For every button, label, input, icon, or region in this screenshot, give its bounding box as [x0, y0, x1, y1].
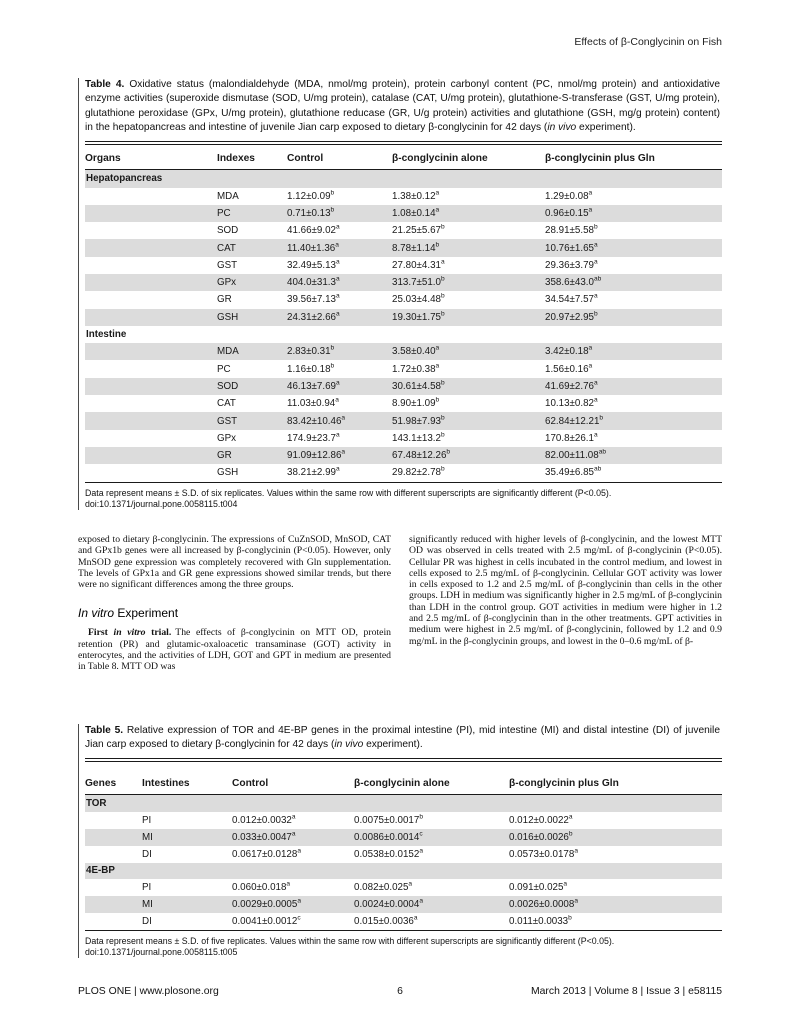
table-cell: 0.091±0.025$^a$	[509, 881, 568, 894]
table-cell: 29.36±3.79$^a$	[545, 258, 598, 271]
table4-caption-text: Oxidative status (malondialdehyde (MDA, nmol/mg protein), protein carbonyl content (PC, nmol/mg protein) and antioxidative enzyme activities (superoxide dismutase (SOD, U/mg protein), catalase (CAT, U/mg protein), glutathione-S-transferase (GST, U/mg protein), glutathione peroxidase (GPx, U/mg protein), glutathione reducase (GR, U/g protein) activities and glutathione (GSH, mg/g protein) content) in the hepatopancreas and intestine of juvenile Jian carp exposed to dietary β-conglycinin for 42 days (	[85, 79, 720, 134]
table4-footnote: Data represent means ± S.D. of six replicates. Values within the same row with different superscripts are significantly different (P<0.05).	[85, 487, 612, 498]
table-cell: GST	[217, 259, 238, 271]
table-cell: CAT	[217, 242, 236, 254]
table-cell: 0.033±0.0047$^a$	[232, 830, 296, 843]
table-cell: 32.49±5.13$^a$	[287, 258, 340, 271]
table-cell: 83.42±10.46$^a$	[287, 414, 346, 427]
superscript: a	[335, 466, 340, 474]
superscript: b	[330, 206, 335, 214]
superscript: b	[568, 830, 573, 838]
table-cell: GR	[217, 450, 232, 462]
table-cell: 10.13±0.82$^a$	[545, 396, 598, 410]
column-header: β-conglycinin plus Gln	[509, 778, 619, 790]
table-cell: 30.61±4.58$^b$	[392, 379, 445, 392]
table-cell: 1.56±0.16$^a$	[545, 362, 593, 375]
table-cell: 1.72±0.38$^a$	[392, 362, 440, 375]
paragraph-lead	[88, 627, 171, 638]
superscript: a	[435, 362, 440, 370]
superscript: a	[435, 345, 440, 353]
superscript: b	[440, 275, 445, 283]
superscript: a	[297, 847, 301, 855]
superscript: b	[593, 310, 598, 318]
table-cell: 0.96±0.15$^a$	[545, 206, 593, 219]
superscript: b	[330, 345, 335, 353]
superscript: a	[593, 241, 598, 249]
table-cell: 8.78±1.14$^b$	[392, 241, 440, 254]
table4-caption	[85, 78, 722, 136]
table-cell: 1.12±0.09$^b$	[287, 189, 335, 202]
table-cell: DI	[142, 848, 152, 860]
superscript: a	[335, 223, 340, 231]
table-cell: 0.016±0.0026$^b$	[509, 830, 573, 843]
table-cell: 0.71±0.13$^b$	[287, 206, 335, 219]
superscript: a	[588, 362, 593, 370]
table-cell: 0.0538±0.0152$^a$	[354, 847, 423, 860]
section-band: Intestine	[86, 329, 127, 341]
superscript: a	[335, 258, 340, 266]
superscript: a	[593, 293, 598, 301]
superscript: b	[435, 396, 440, 404]
table-row	[85, 430, 722, 447]
table-cell: 20.97±2.95$^b$	[545, 310, 598, 323]
superscript: b	[440, 431, 445, 439]
table-cell: 35.49±6.85$^{ab}$	[545, 466, 602, 479]
superscript: b	[330, 189, 335, 197]
table-cell: PI	[142, 882, 152, 894]
table-row	[85, 205, 722, 222]
table-cell: 1.08±0.14$^a$	[392, 206, 440, 219]
superscript: a	[440, 258, 445, 266]
superscript: a	[297, 897, 301, 905]
superscript: b	[330, 362, 335, 370]
table-cell: 0.060±0.018$^a$	[232, 881, 291, 894]
footer-issue: March 2013 | Volume 8 | Issue 3 | e58115	[530, 986, 722, 997]
table-cell: 174.9±23.7$^a$	[287, 431, 340, 444]
superscript: a	[435, 189, 440, 197]
table-cell: 313.7±51.0$^b$	[392, 275, 445, 289]
superscript: b	[440, 310, 445, 318]
table-cell: 38.21±2.99$^a$	[287, 466, 340, 479]
paragraph: exposed to dietary β-conglycinin. The expressions of CuZnSOD, MnSOD, CAT and GPx1b genes were all increased by β-conglycinin (P<0.05). However, only MnSOD gene expression was completely recovered with Gln supplementation. The levels of GPx1a and GR gene expressions showed similar trends, but there were no significant differences among the three groups.	[78, 534, 391, 591]
paragraph	[78, 627, 391, 672]
table-cell: 91.09±12.86$^a$	[287, 448, 346, 462]
table-cell: 39.56±7.13$^a$	[287, 293, 340, 306]
superscript: b	[435, 241, 440, 249]
column-header: Indexes	[217, 153, 255, 165]
table5-doi: doi:10.1371/journal.pone.0058115.t005	[85, 946, 238, 957]
table-cell: 19.30±1.75$^b$	[392, 310, 445, 323]
table-cell: MI	[142, 899, 153, 911]
table-row	[85, 309, 722, 326]
column-header: β-conglycinin alone	[392, 153, 488, 165]
superscript: a	[335, 379, 340, 387]
table-cell: 11.03±0.94$^a$	[287, 396, 339, 410]
superscript: ab	[598, 448, 607, 456]
table-cell: CAT	[217, 398, 236, 410]
superscript: b	[440, 223, 445, 231]
section-heading-italic: In vitro	[78, 606, 115, 621]
table-row	[85, 274, 722, 291]
superscript: a	[593, 396, 598, 404]
table4-caption-label: Table 4.	[85, 79, 125, 90]
table-cell: 170.8±26.1$^a$	[545, 431, 598, 444]
table-row	[85, 378, 722, 395]
table-cell: 0.0573±0.0178$^a$	[509, 847, 578, 860]
table4	[85, 145, 722, 482]
table-header-row	[85, 145, 722, 170]
superscript: c	[419, 830, 423, 838]
table5-footnote: Data represent means ± S.D. of five replicates. Values within the same row with different superscripts are significantly different (P<0.05).	[85, 935, 615, 946]
superscript: a	[588, 189, 593, 197]
superscript: a	[574, 897, 578, 905]
table4-block	[78, 78, 722, 510]
superscript: a	[568, 813, 573, 821]
superscript: a	[335, 275, 340, 283]
table-cell: GSH	[217, 311, 239, 323]
table-row	[85, 829, 722, 846]
superscript: a	[419, 897, 423, 905]
table-row	[85, 447, 722, 464]
table-cell: 8.90±1.09$^b$	[392, 396, 440, 410]
table-row	[85, 846, 722, 863]
table-cell: MI	[142, 831, 153, 843]
superscript: a	[291, 813, 296, 821]
superscript: a	[286, 881, 291, 889]
table-cell: 0.0026±0.0008$^a$	[509, 897, 578, 911]
superscript: a	[291, 830, 296, 838]
table-body	[85, 170, 722, 482]
table-cell: 62.84±12.21$^b$	[545, 414, 604, 427]
table-cell: GPx	[217, 432, 237, 444]
superscript: a	[335, 310, 340, 318]
superscript: a	[435, 206, 440, 214]
superscript: a	[335, 396, 339, 404]
table5-block	[78, 724, 722, 958]
running-head: Effects of β-Conglycinin on Fish	[574, 36, 722, 48]
superscript: a	[413, 914, 418, 922]
table-cell: 0.0029±0.0005$^a$	[232, 897, 301, 911]
superscript: a	[341, 414, 346, 422]
table-cell: 0.0041±0.0012$^c$	[232, 914, 301, 927]
table-cell: 0.015±0.0036$^a$	[354, 914, 418, 927]
table-row	[85, 812, 722, 829]
table-cell: 1.29±0.08$^a$	[545, 189, 593, 202]
superscript: b	[440, 466, 445, 474]
table-row	[85, 913, 722, 930]
table-cell: MDA	[217, 346, 239, 358]
section-heading	[78, 607, 391, 620]
superscript: a	[419, 847, 423, 855]
table-cell: GR	[217, 294, 232, 306]
superscript: b	[419, 813, 423, 821]
superscript: b	[440, 379, 445, 387]
table-cell: 41.66±9.02$^a$	[287, 223, 340, 237]
table-row	[85, 188, 722, 205]
table5-caption-label: Table 5.	[85, 725, 124, 736]
table-cell: SOD	[217, 225, 239, 237]
page-footer	[78, 986, 722, 997]
column-header: β-conglycinin plus Gln	[545, 153, 655, 165]
table-cell: 3.58±0.40$^a$	[392, 345, 440, 358]
table-cell: 34.54±7.57$^a$	[545, 293, 598, 306]
superscript: b	[446, 448, 451, 456]
table-cell: 0.0075±0.0017$^b$	[354, 813, 423, 827]
table-cell: 3.42±0.18$^a$	[545, 345, 593, 358]
lead-bold: First	[88, 627, 114, 639]
table-cell: 0.082±0.025$^a$	[354, 881, 413, 894]
section-heading-rest: Experiment	[114, 606, 179, 621]
table-cell: 0.0024±0.0004$^a$	[354, 897, 423, 911]
superscript: a	[593, 258, 598, 266]
table-row	[85, 222, 722, 239]
table-cell: SOD	[217, 380, 239, 392]
table-cell: 21.25±5.67$^b$	[392, 223, 445, 237]
table-cell: 24.31±2.66$^a$	[287, 310, 340, 323]
table-cell: 0.0617±0.0128$^a$	[232, 847, 301, 860]
table-cell: 0.0086±0.0014$^c$	[354, 830, 423, 843]
table-cell: 82.00±11.08$^{ab}$	[545, 448, 607, 462]
superscript: b	[599, 414, 604, 422]
paragraph: significantly reduced with higher levels of β-conglycinin, and the lowest MTT OD was observed in cells treated with 2.5 mg/mL of β-conglycinin (P<0.05). Cellular PR was highest in cells incubated in the control medium, and lowest in cells exposed to 2.5 mg/mL of β-conglycinin. Cellular GOT activity was lower in cells exposed to 1.2 and 2.5 mg/mL of β-conglycinin than cells in the other groups. LDH in medium was significantly higher in 2.5 mg/mL of β-conglycinin than LDH in the control group. GOT activities in medium were higher in 1.2 and 2.5 mg/mL of β-conglycinin than in the other treatments. GPT activities in medium were highest in 2.5 mg/mL of β-conglycinin, followed by 1.2 and 0.9 mg/mL in the β-conglycinin groups, and lowest in the 0–0.6 mg/mL of β-	[409, 534, 722, 647]
table-cell: 0.011±0.0033$^b$	[509, 914, 572, 927]
column-header: Organs	[85, 153, 121, 165]
page-number: 6	[397, 986, 403, 997]
table-cell: 25.03±4.48$^b$	[392, 293, 445, 306]
superscript: ab	[593, 275, 602, 283]
superscript: a	[341, 448, 346, 456]
table-cell: GPx	[217, 277, 237, 289]
superscript: a	[563, 881, 568, 889]
table-cell: 41.69±2.76$^a$	[545, 379, 598, 392]
table-row	[85, 343, 722, 360]
table-cell: 28.91±5.58$^b$	[545, 223, 598, 237]
table-cell: GSH	[217, 467, 239, 479]
superscript: b	[568, 914, 572, 922]
table-cell: DI	[142, 915, 152, 927]
table4-caption-tail: experiment).	[576, 122, 636, 134]
table-row	[85, 896, 722, 913]
table-cell: 27.80±4.31$^a$	[392, 258, 445, 271]
table-cell: 67.48±12.26$^b$	[392, 448, 451, 462]
table-row	[85, 291, 722, 308]
table-cell: PC	[217, 207, 231, 219]
footer-journal: PLOS ONE | www.plosone.org	[78, 986, 219, 997]
table-cell: 11.40±1.36$^a$	[287, 241, 339, 254]
body-column-right	[409, 534, 722, 647]
table-row	[85, 464, 722, 481]
table-row	[85, 412, 722, 429]
table-row	[85, 360, 722, 377]
column-header: β-conglycinin alone	[354, 778, 450, 790]
body-column-left	[78, 534, 391, 673]
table-cell: 1.38±0.12$^a$	[392, 189, 440, 202]
column-header: Intestines	[142, 778, 190, 790]
superscript: a	[588, 345, 593, 353]
table-row	[85, 395, 722, 412]
superscript: a	[335, 431, 340, 439]
table-cell: MDA	[217, 190, 239, 202]
table-row	[85, 239, 722, 256]
superscript: b	[440, 293, 445, 301]
superscript: a	[335, 293, 340, 301]
table5-caption	[85, 724, 722, 753]
table-header-row	[85, 762, 722, 795]
table-cell: 51.98±7.93$^b$	[392, 414, 445, 427]
lead-bold: trial.	[145, 627, 172, 639]
section-band: 4E-BP	[85, 863, 722, 880]
table-cell: 1.16±0.18$^b$	[287, 362, 335, 375]
lead-bold-italic: in vitro	[113, 627, 146, 639]
table5-caption-italic: in vivo	[334, 739, 364, 751]
table5-caption-tail: experiment).	[363, 739, 423, 751]
superscript: a	[593, 379, 598, 387]
superscript: a	[574, 847, 578, 855]
table-cell: PC	[217, 363, 231, 375]
table-cell: 29.82±2.78$^b$	[392, 466, 445, 479]
superscript: b	[440, 414, 445, 422]
superscript: a	[593, 431, 598, 439]
table-cell: 10.76±1.65$^a$	[545, 241, 598, 254]
superscript: a	[408, 881, 413, 889]
table-cell: 0.012±0.0022$^a$	[509, 813, 573, 827]
table4-caption-italic: in vivo	[547, 122, 577, 134]
table-cell: 46.13±7.69$^a$	[287, 379, 340, 392]
table-cell: 358.6±43.0$^{ab}$	[545, 275, 602, 289]
section-band: TOR	[85, 795, 722, 812]
paragraph-text: The effects of β-conglycinin on MTT OD, protein retention (PR) and glutamic-oxaloacetic transaminase (GOT) activity in enterocytes, and the activities of LDH, GOT and GPT in medium are presented in Table 8. MTT OD was	[78, 627, 391, 673]
table-row	[85, 257, 722, 274]
column-header: Control	[287, 153, 324, 165]
table-body	[85, 795, 722, 930]
table-cell: 2.83±0.31$^b$	[287, 345, 335, 358]
table5	[85, 762, 722, 930]
table-cell: PI	[142, 815, 152, 827]
superscript: b	[593, 223, 598, 231]
superscript: a	[588, 206, 593, 214]
superscript: a	[335, 241, 339, 249]
table5-caption-text: Relative expression of TOR and 4E-BP genes in the proximal intestine (PI), mid intestine (MI) and distal intestine (DI) of juvenile Jian carp exposed to dietary β-conglycinin for 42 days (	[85, 725, 720, 751]
table-row	[85, 879, 722, 896]
table-cell: 143.1±13.2$^b$	[392, 431, 445, 444]
table-cell: 0.012±0.0032$^a$	[232, 813, 296, 827]
table4-doi: doi:10.1371/journal.pone.0058115.t004	[85, 498, 238, 509]
section-band: Hepatopancreas	[85, 170, 722, 187]
table-cell: GST	[217, 415, 238, 427]
table-cell: 404.0±31.3$^a$	[287, 275, 340, 289]
superscript: c	[297, 914, 301, 922]
column-header: Genes	[85, 778, 117, 790]
superscript: ab	[593, 466, 602, 474]
column-header: Control	[232, 778, 269, 790]
